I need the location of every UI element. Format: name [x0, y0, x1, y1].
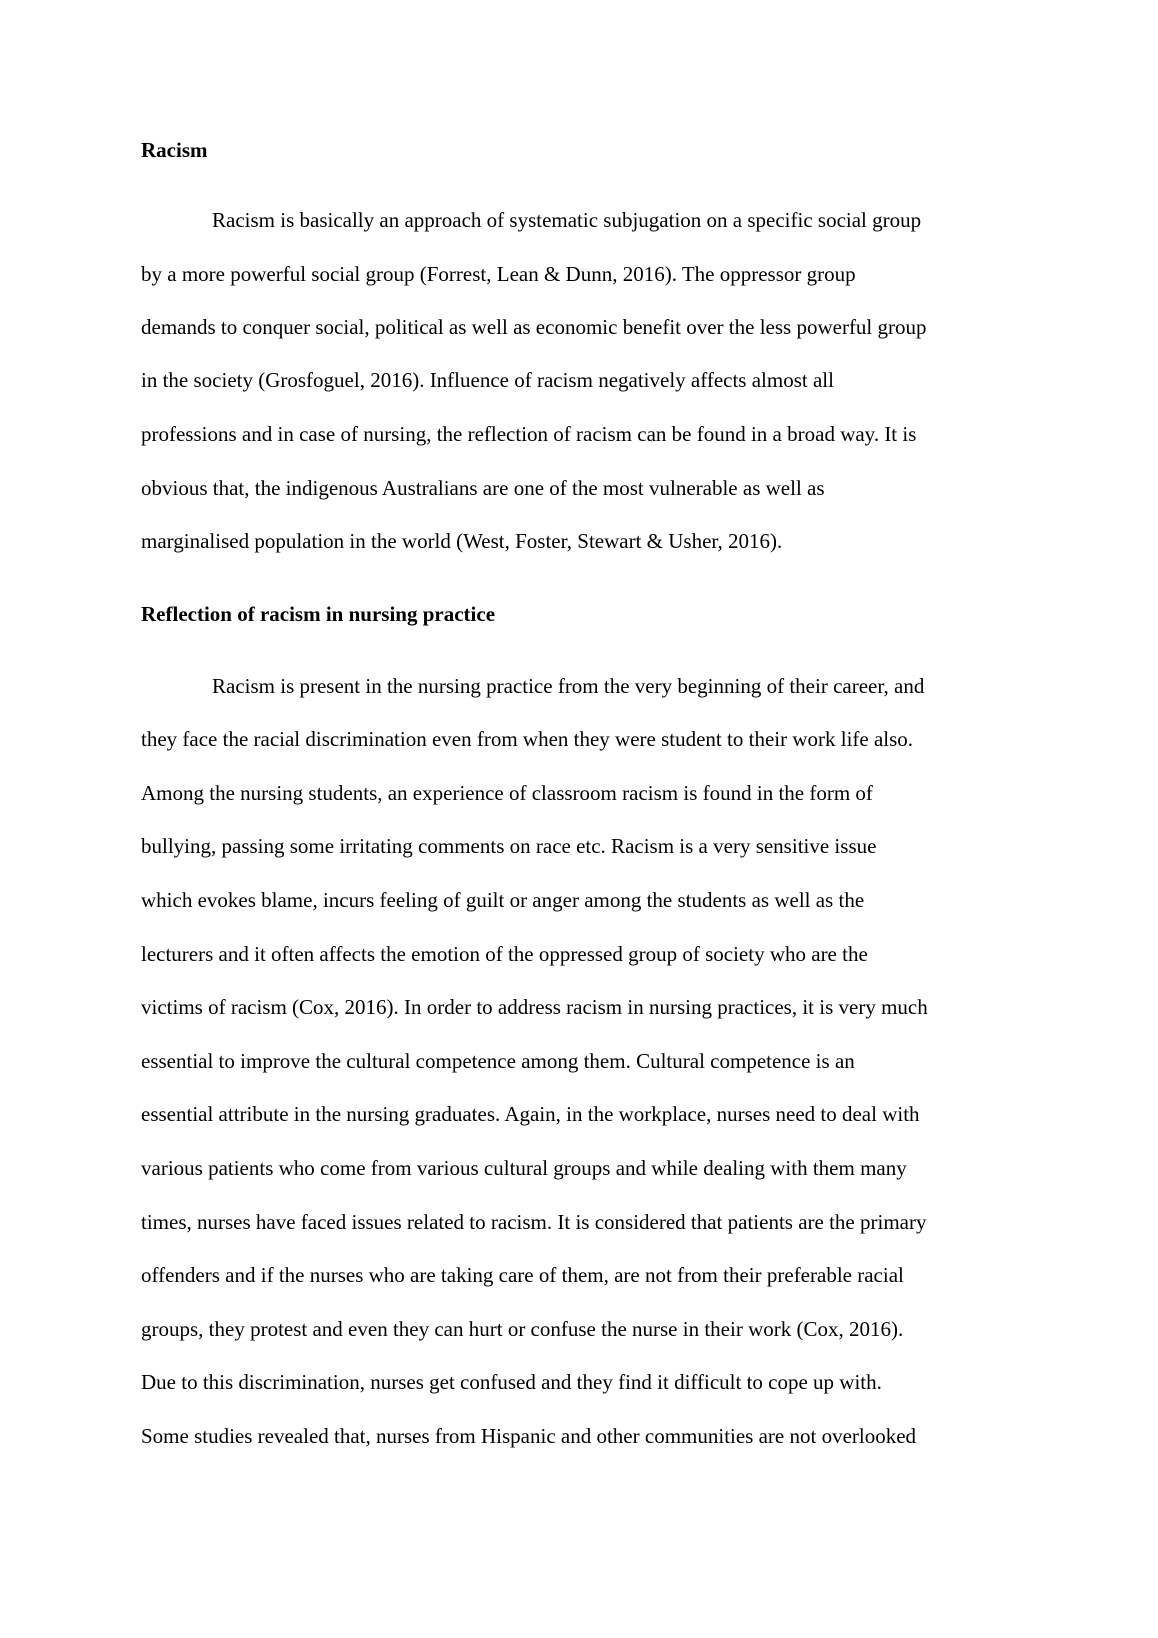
- paragraph-line: in the society (Grosfoguel, 2016). Influence of racism negatively affects almost all: [141, 368, 834, 392]
- paragraph-line: groups, they protest and even they can hurt or confuse the nurse in their work (Cox, 2016).: [141, 1317, 904, 1341]
- paragraph-line: offenders and if the nurses who are taking care of them, are not from their preferable racial: [141, 1263, 904, 1287]
- paragraph-line: bullying, passing some irritating comments on race etc. Racism is a very sensitive issue: [141, 834, 877, 858]
- paragraph-line: Racism is present in the nursing practice from the very beginning of their career, and: [212, 674, 925, 698]
- paragraph-line: various patients who come from various cultural groups and while dealing with them many: [141, 1156, 907, 1180]
- paragraph-line: essential to improve the cultural competence among them. Cultural competence is an: [141, 1049, 855, 1073]
- paragraph-line: by a more powerful social group (Forrest, Lean & Dunn, 2016). The oppressor group: [141, 262, 856, 286]
- paragraph-line: victims of racism (Cox, 2016). In order to address racism in nursing practices, it is very much: [141, 995, 928, 1019]
- paragraph-line: Some studies revealed that, nurses from Hispanic and other communities are not overlooked: [141, 1424, 917, 1448]
- paragraph-line: marginalised population in the world (West, Foster, Stewart & Usher, 2016).: [141, 529, 783, 553]
- paragraph-line: which evokes blame, incurs feeling of guilt or anger among the students as well as the: [141, 888, 865, 912]
- paragraph-line: times, nurses have faced issues related to racism. It is considered that patients are the primary: [141, 1210, 927, 1234]
- section-heading-racism: Racism: [141, 138, 208, 162]
- paragraph-line: they face the racial discrimination even from when they were student to their work life also.: [141, 727, 914, 751]
- paragraph-line: obvious that, the indigenous Australians are one of the most vulnerable as well as: [141, 476, 825, 500]
- section-heading-reflection: Reflection of racism in nursing practice: [141, 602, 496, 626]
- paragraph-line: Among the nursing students, an experience of classroom racism is found in the form of: [141, 781, 873, 805]
- paragraph-line: lecturers and it often affects the emotion of the oppressed group of society who are the: [141, 942, 868, 966]
- paragraph-line: essential attribute in the nursing graduates. Again, in the workplace, nurses need to deal with: [141, 1102, 920, 1126]
- paragraph-line: Racism is basically an approach of systematic subjugation on a specific social group: [212, 208, 922, 232]
- paragraph-line: professions and in case of nursing, the reflection of racism can be found in a broad way. It is: [141, 422, 917, 446]
- paragraph-line: demands to conquer social, political as well as economic benefit over the less powerful group: [141, 315, 927, 339]
- paragraph-line: Due to this discrimination, nurses get confused and they find it difficult to cope up with.: [141, 1370, 882, 1394]
